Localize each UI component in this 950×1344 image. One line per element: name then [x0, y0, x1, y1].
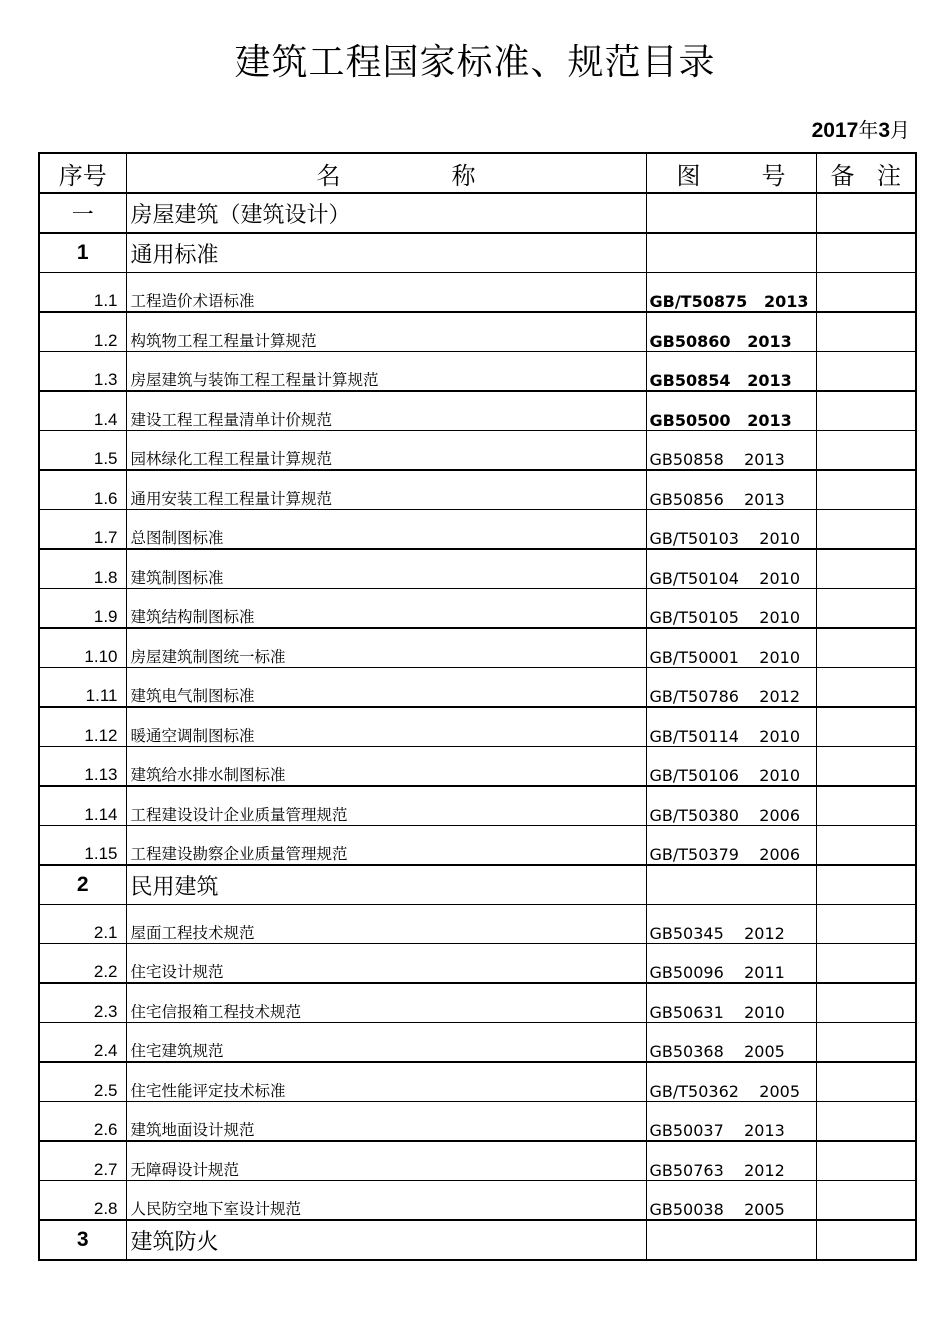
item-name: 通用安装工程工程量计算规范 [126, 470, 646, 510]
table-row [39, 312, 916, 352]
item-note [816, 1023, 916, 1063]
item-no: 1.12 [39, 707, 126, 747]
item-name: 工程造价术语标准 [126, 273, 646, 313]
table-row [39, 510, 916, 550]
item-no: 1.9 [39, 589, 126, 629]
item-code: GB50858 2013 [646, 431, 816, 471]
item-name: 住宅信报箱工程技术规范 [126, 983, 646, 1023]
item-no: 2.2 [39, 944, 126, 984]
item-no: 1.5 [39, 431, 126, 471]
item-no: 1.8 [39, 549, 126, 589]
header-note-char-1: 备 [830, 161, 855, 190]
item-code: GB/T50380 2006 [646, 786, 816, 826]
table-row [39, 273, 916, 313]
item-note [816, 273, 916, 313]
item-code: GB/T50786 2012 [646, 668, 816, 708]
item-code: GB/T50001 2010 [646, 628, 816, 668]
item-code: GB/T50105 2010 [646, 589, 816, 629]
item-note [816, 905, 916, 944]
item-no: 1.6 [39, 470, 126, 510]
item-name: 住宅设计规范 [126, 944, 646, 984]
table-row [39, 707, 916, 747]
table-row [39, 786, 916, 826]
item-code: GB/T50875 2013 [646, 273, 816, 313]
item-note [816, 668, 916, 708]
item-no: 1.11 [39, 668, 126, 708]
section-name: 建筑防火 [126, 1220, 646, 1260]
item-no: 2.1 [39, 905, 126, 944]
item-no: 1.15 [39, 826, 126, 866]
item-note [816, 1102, 916, 1142]
item-code: GB/T50114 2010 [646, 707, 816, 747]
header-no: 序号 [39, 153, 126, 193]
section-row [39, 193, 916, 233]
item-no: 2.4 [39, 1023, 126, 1063]
item-name: 工程建设勘察企业质量管理规范 [126, 826, 646, 866]
item-note [816, 589, 916, 629]
item-note [816, 983, 916, 1023]
table-row [39, 589, 916, 629]
date-month-suffix: 月 [890, 118, 910, 142]
item-name: 工程建设设计企业质量管理规范 [126, 786, 646, 826]
date-year: 2017 [811, 119, 859, 142]
table-row [39, 391, 916, 431]
table-row [39, 1023, 916, 1063]
section-no: 3 [39, 1220, 126, 1260]
section-no: 一 [39, 193, 126, 233]
item-code: GB/T50362 2005 [646, 1062, 816, 1102]
item-name: 房屋建筑制图统一标准 [126, 628, 646, 668]
header-note-char-2: 注 [877, 161, 901, 190]
table-row [39, 905, 916, 944]
item-note [816, 352, 916, 392]
table-row [39, 549, 916, 589]
item-code: GB50631 2010 [646, 983, 816, 1023]
item-note [816, 391, 916, 431]
item-note [816, 510, 916, 550]
section-code-cell [646, 1220, 816, 1260]
item-no: 1.7 [39, 510, 126, 550]
item-note [816, 470, 916, 510]
item-no: 1.3 [39, 352, 126, 392]
item-code: GB/T50106 2010 [646, 747, 816, 787]
item-name: 无障碍设计规范 [126, 1141, 646, 1181]
header-name [126, 153, 646, 193]
table-header-row [39, 153, 916, 193]
header-name-char-1: 名 [316, 161, 341, 190]
item-note [816, 549, 916, 589]
header-code [646, 153, 816, 193]
item-name: 住宅性能评定技术标准 [126, 1062, 646, 1102]
item-code: GB50854 2013 [646, 352, 816, 392]
item-code: GB50037 2013 [646, 1102, 816, 1142]
item-note [816, 628, 916, 668]
section-note-cell [816, 233, 916, 273]
table-row [39, 1062, 916, 1102]
section-row [39, 865, 916, 905]
item-name: 建筑地面设计规范 [126, 1102, 646, 1142]
item-no: 2.7 [39, 1141, 126, 1181]
item-no: 2.6 [39, 1102, 126, 1142]
item-note [816, 1181, 916, 1221]
section-note-cell [816, 193, 916, 233]
section-row [39, 1220, 916, 1260]
section-note-cell [816, 865, 916, 905]
item-no: 1.10 [39, 628, 126, 668]
section-code-cell [646, 193, 816, 233]
item-note [816, 312, 916, 352]
section-name: 民用建筑 [126, 865, 646, 905]
table-row [39, 352, 916, 392]
section-name: 通用标准 [126, 233, 646, 273]
header-code-char-2: 号 [761, 161, 786, 190]
item-name: 建筑制图标准 [126, 549, 646, 589]
item-name: 屋面工程技术规范 [126, 905, 646, 944]
item-code: GB50096 2011 [646, 944, 816, 984]
date-month: 3 [878, 119, 890, 142]
page-title: 建筑工程国家标准、规范目录 [234, 42, 716, 83]
header-name-char-2: 称 [451, 161, 476, 190]
table-row [39, 1141, 916, 1181]
table-row [39, 747, 916, 787]
item-no: 1.14 [39, 786, 126, 826]
table-row [39, 628, 916, 668]
item-name: 暖通空调制图标准 [126, 707, 646, 747]
item-note [816, 707, 916, 747]
item-note [816, 1141, 916, 1181]
item-code: GB50763 2012 [646, 1141, 816, 1181]
item-no: 1.4 [39, 391, 126, 431]
standards-table [38, 152, 917, 1261]
table-row [39, 944, 916, 984]
item-name: 住宅建筑规范 [126, 1023, 646, 1063]
item-name: 总图制图标准 [126, 510, 646, 550]
item-code: GB/T50104 2010 [646, 549, 816, 589]
table-row [39, 1181, 916, 1221]
item-no: 2.5 [39, 1062, 126, 1102]
item-name: 人民防空地下室设计规范 [126, 1181, 646, 1221]
item-note [816, 826, 916, 866]
item-note [816, 786, 916, 826]
item-name: 建筑给水排水制图标准 [126, 747, 646, 787]
header-note [816, 153, 916, 193]
item-code: GB50038 2005 [646, 1181, 816, 1221]
item-no: 2.8 [39, 1181, 126, 1221]
date-year-suffix: 年 [858, 118, 879, 142]
item-code: GB50345 2012 [646, 905, 816, 944]
section-no: 2 [39, 865, 126, 905]
table-row [39, 983, 916, 1023]
header-code-char-1: 图 [676, 161, 701, 190]
section-note-cell [816, 1220, 916, 1260]
item-note [816, 431, 916, 471]
section-code-cell [646, 865, 816, 905]
table-row [39, 431, 916, 471]
item-name: 房屋建筑与装饰工程工程量计算规范 [126, 352, 646, 392]
item-name: 建设工程工程量清单计价规范 [126, 391, 646, 431]
item-code: GB50860 2013 [646, 312, 816, 352]
item-no: 1.13 [39, 747, 126, 787]
item-code: GB/T50379 2006 [646, 826, 816, 866]
table-row [39, 826, 916, 866]
item-no: 2.3 [39, 983, 126, 1023]
item-no: 1.1 [39, 273, 126, 313]
table-row [39, 470, 916, 510]
section-row [39, 233, 916, 273]
item-note [816, 944, 916, 984]
item-code: GB/T50103 2010 [646, 510, 816, 550]
item-code: GB50368 2005 [646, 1023, 816, 1063]
item-name: 构筑物工程工程量计算规范 [126, 312, 646, 352]
item-note [816, 747, 916, 787]
item-name: 园林绿化工程工程量计算规范 [126, 431, 646, 471]
item-note [816, 1062, 916, 1102]
item-no: 1.2 [39, 312, 126, 352]
section-name: 房屋建筑（建筑设计） [126, 193, 646, 233]
item-name: 建筑结构制图标准 [126, 589, 646, 629]
section-code-cell [646, 233, 816, 273]
section-no: 1 [39, 233, 126, 273]
item-code: GB50500 2013 [646, 391, 816, 431]
document-date [812, 114, 910, 143]
table-row [39, 1102, 916, 1142]
item-name: 建筑电气制图标准 [126, 668, 646, 708]
table-row [39, 668, 916, 708]
item-code: GB50856 2013 [646, 470, 816, 510]
